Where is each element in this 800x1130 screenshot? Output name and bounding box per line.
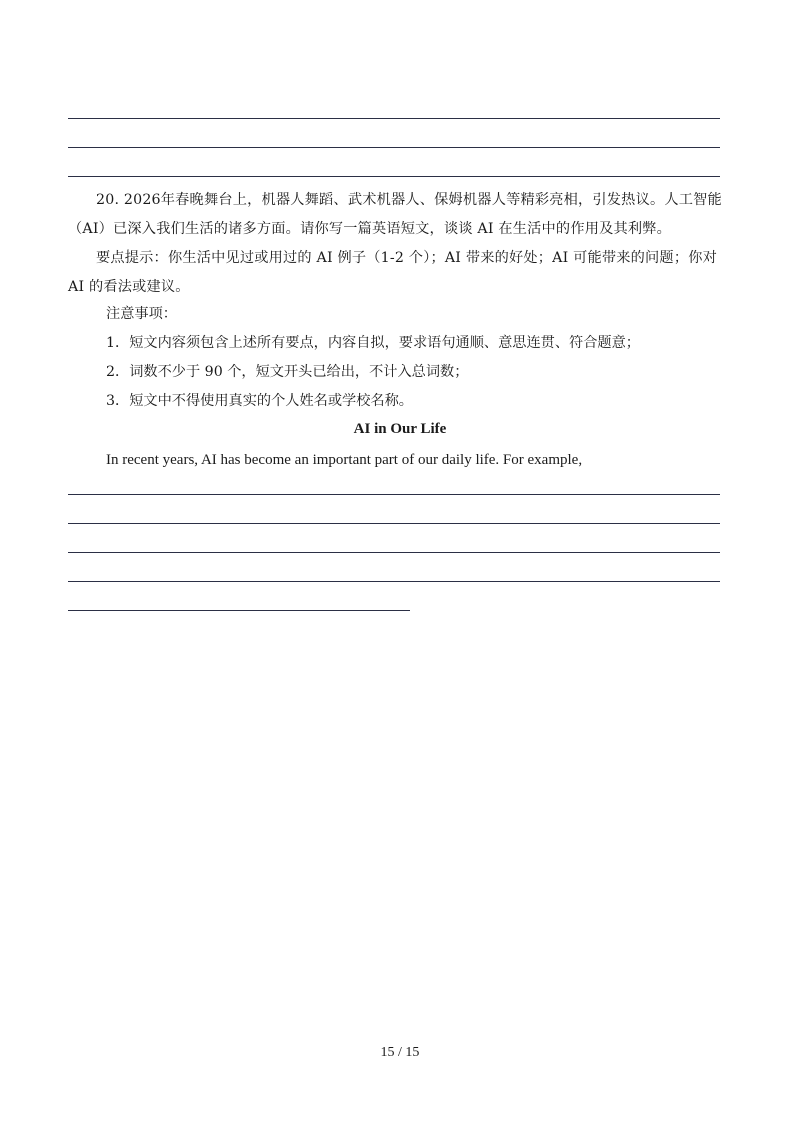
question-prompt: 20. 2026年春晚舞台上，机器人舞蹈、武术机器人、保姆机器人等精彩亮相，引发热议。人工智能（AI）已深入我们生活的诸多方面。请你写一篇英语短文，谈谈 AI 在生活中的作用及其利弊。 (68, 192, 722, 237)
key-points: 要点提示：你生活中见过或用过的 AI 例子（1-2 个）；AI 带来的好处；AI 可能带来的问题；你对 AI 的看法或建议。 (68, 250, 717, 295)
page-number: 15 / 15 (380, 1045, 420, 1060)
answer-line[interactable] (68, 581, 720, 582)
essay-title: AI in Our Life (353, 421, 447, 437)
answer-line[interactable] (68, 610, 410, 611)
answer-line[interactable] (68, 147, 720, 148)
note-item: 1．短文内容须包含上述所有要点，内容自拟，要求语句通顺、意思连贯、符合题意； (106, 335, 640, 351)
answer-line[interactable] (68, 552, 720, 553)
answer-line[interactable] (68, 176, 720, 177)
notes-heading: 注意事项： (106, 306, 177, 322)
essay-opening: In recent years, AI has become an important part of our daily life. For example, (106, 452, 583, 468)
answer-line[interactable] (68, 523, 720, 524)
note-item: 3．短文中不得使用真实的个人姓名或学校名称。 (106, 393, 413, 409)
answer-line[interactable] (68, 494, 720, 495)
note-item: 2．词数不少于 90 个，短文开头已给出，不计入总词数； (106, 364, 469, 380)
answer-line[interactable] (68, 118, 720, 119)
